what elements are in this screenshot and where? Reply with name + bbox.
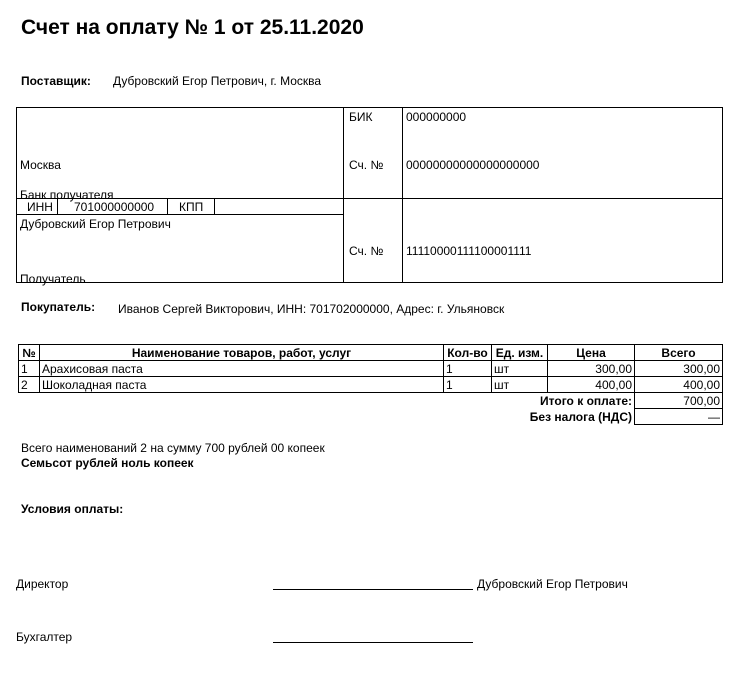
vat-row [19,409,723,425]
inn-label: ИНН [27,200,53,214]
col-header-price: Цена [548,345,635,361]
col-header-name: Наименование товаров, работ, услуг [40,345,444,361]
director-name: Дубровский Егор Петрович [477,577,628,591]
row-number: 2 [19,377,40,393]
summary-words: Семьсот рублей ноль копеек [21,456,194,470]
total-label: Итого к оплате: [540,393,632,408]
bik-label: БИК [349,110,373,124]
supplier-label: Поставщик: [21,74,91,88]
director-signature-line [273,589,473,590]
row-number: 1 [19,361,40,377]
row-price: 400,00 [548,377,635,393]
director-label: Директор [16,577,69,591]
row-qty: 1 [444,377,492,393]
invoice-title: Счет на оплату № 1 от 25.11.2020 [21,16,364,39]
buyer-value: Иванов Сергей Викторович, ИНН: 701702000000, Адрес: г. Ульяновск [118,302,505,316]
row-name: Арахисовая паста [40,361,444,377]
bank-caption: Банк получателя [20,188,114,202]
total-value: 700,00 [635,393,723,409]
goods-table [18,344,723,425]
account-value: 11110000111100001111 [406,244,532,258]
row-unit: шт [492,361,548,377]
vat-value: — [635,409,723,425]
recipient-name: Дубровский Егор Петрович [20,217,171,231]
vat-label: Без налога (НДС) [529,409,632,424]
buyer-label: Покупатель: [21,300,96,314]
bik-value: 000000000 [406,110,467,124]
total-row [19,393,723,409]
row-qty: 1 [444,361,492,377]
account-label: Сч. № [349,244,384,258]
row-total: 400,00 [635,377,723,393]
kpp-label: КПП [179,200,204,214]
inn-value: 701000000000 [74,200,155,214]
col-header-total: Всего [635,345,723,361]
table-header-row [19,345,723,361]
supplier-value: Дубровский Егор Петрович, г. Москва [113,74,322,88]
table-row [19,361,723,377]
accountant-label: Бухгалтер [16,630,73,644]
row-unit: шт [492,377,548,393]
col-header-unit: Ед. изм. [492,345,548,361]
row-name: Шоколадная паста [40,377,444,393]
corr-account-label: Сч. № [349,158,384,172]
bank-city: Москва [20,158,61,172]
corr-account-value: 00000000000000000000 [406,158,540,172]
col-header-qty: Кол-во [444,345,492,361]
recipient-caption: Получатель [20,272,86,286]
row-price: 300,00 [548,361,635,377]
accountant-signature-line [273,642,473,643]
summary-count: Всего наименований 2 на сумму 700 рублей 00 копеек [21,441,325,455]
col-header-number: № [19,345,40,361]
payment-terms-label: Условия оплаты: [21,502,124,516]
bank-details-block [16,107,723,286]
row-total: 300,00 [635,361,723,377]
table-row [19,377,723,393]
